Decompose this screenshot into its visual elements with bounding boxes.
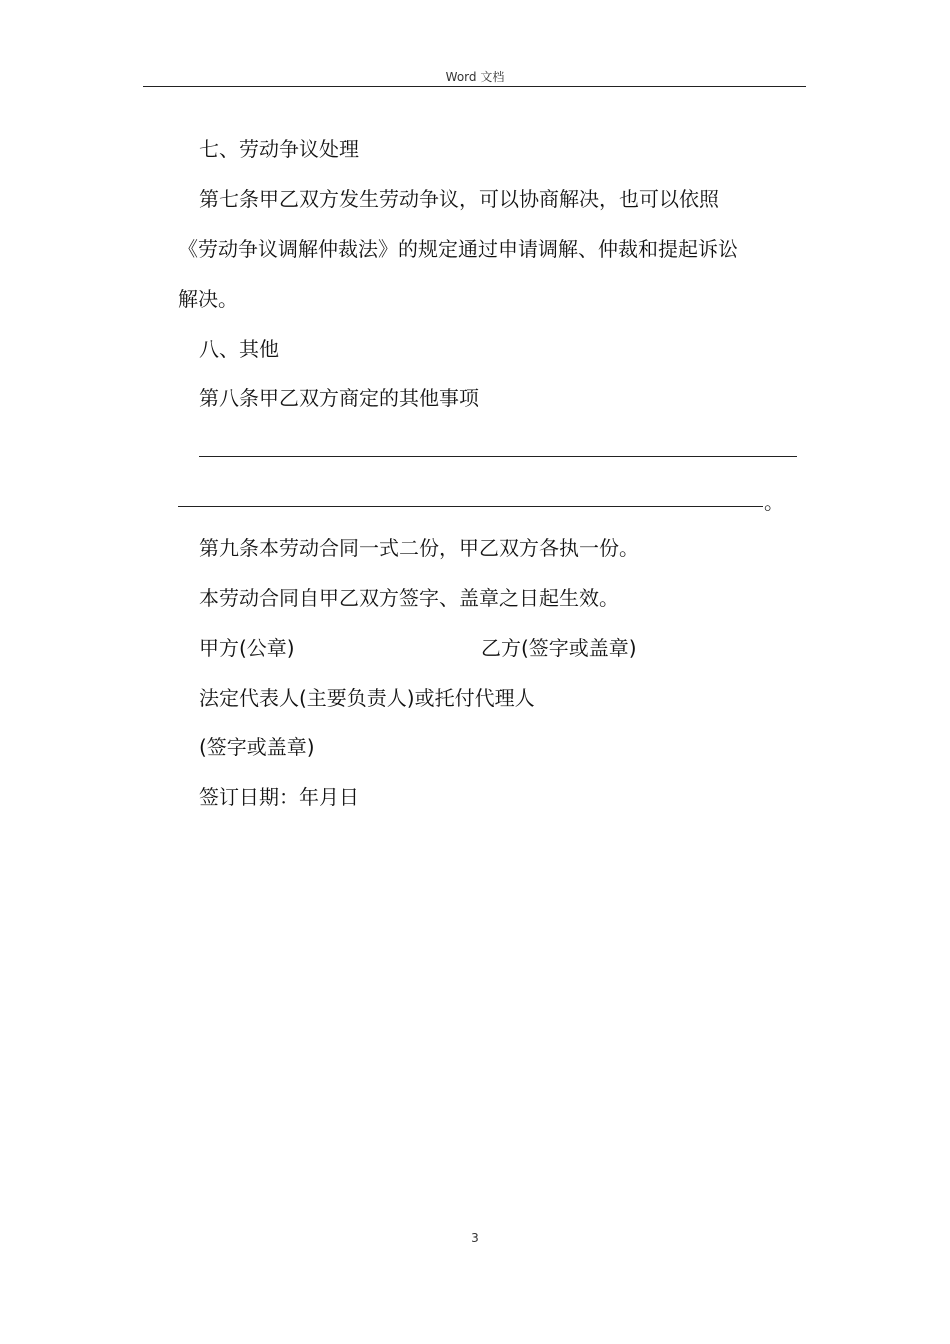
header-divider	[143, 86, 806, 87]
signing-date: 签订日期：年月日	[199, 785, 359, 809]
section-8-heading: 八、其他	[199, 337, 279, 361]
blank-end-mark: 。	[764, 490, 784, 514]
party-a-seal: 甲方(公章)	[199, 636, 295, 660]
article-7-line-3: 解决。	[178, 287, 238, 311]
article-9-text: 第九条本劳动合同一式二份，甲乙双方各执一份。	[199, 536, 639, 560]
article-7-line-1: 第七条甲乙双方发生劳动争议，可以协商解决，也可以依照	[199, 187, 719, 211]
fill-in-blank-line-2	[178, 506, 763, 507]
legal-representative: 法定代表人(主要负责人)或托付代理人	[199, 686, 535, 710]
party-b-signature: 乙方(签字或盖章)	[481, 636, 637, 660]
effective-clause: 本劳动合同自甲乙双方签字、盖章之日起生效。	[199, 586, 619, 610]
header-title: Word 文档	[445, 70, 505, 84]
signature-or-seal: (签字或盖章)	[199, 735, 315, 759]
fill-in-blank-line-1	[199, 456, 797, 457]
article-8-text: 第八条甲乙双方商定的其他事项	[199, 386, 479, 410]
page-number: 3	[471, 1231, 479, 1245]
section-7-heading: 七、劳动争议处理	[199, 137, 359, 161]
article-7-line-2: 《劳动争议调解仲裁法》的规定通过申请调解、仲裁和提起诉讼	[178, 237, 738, 261]
